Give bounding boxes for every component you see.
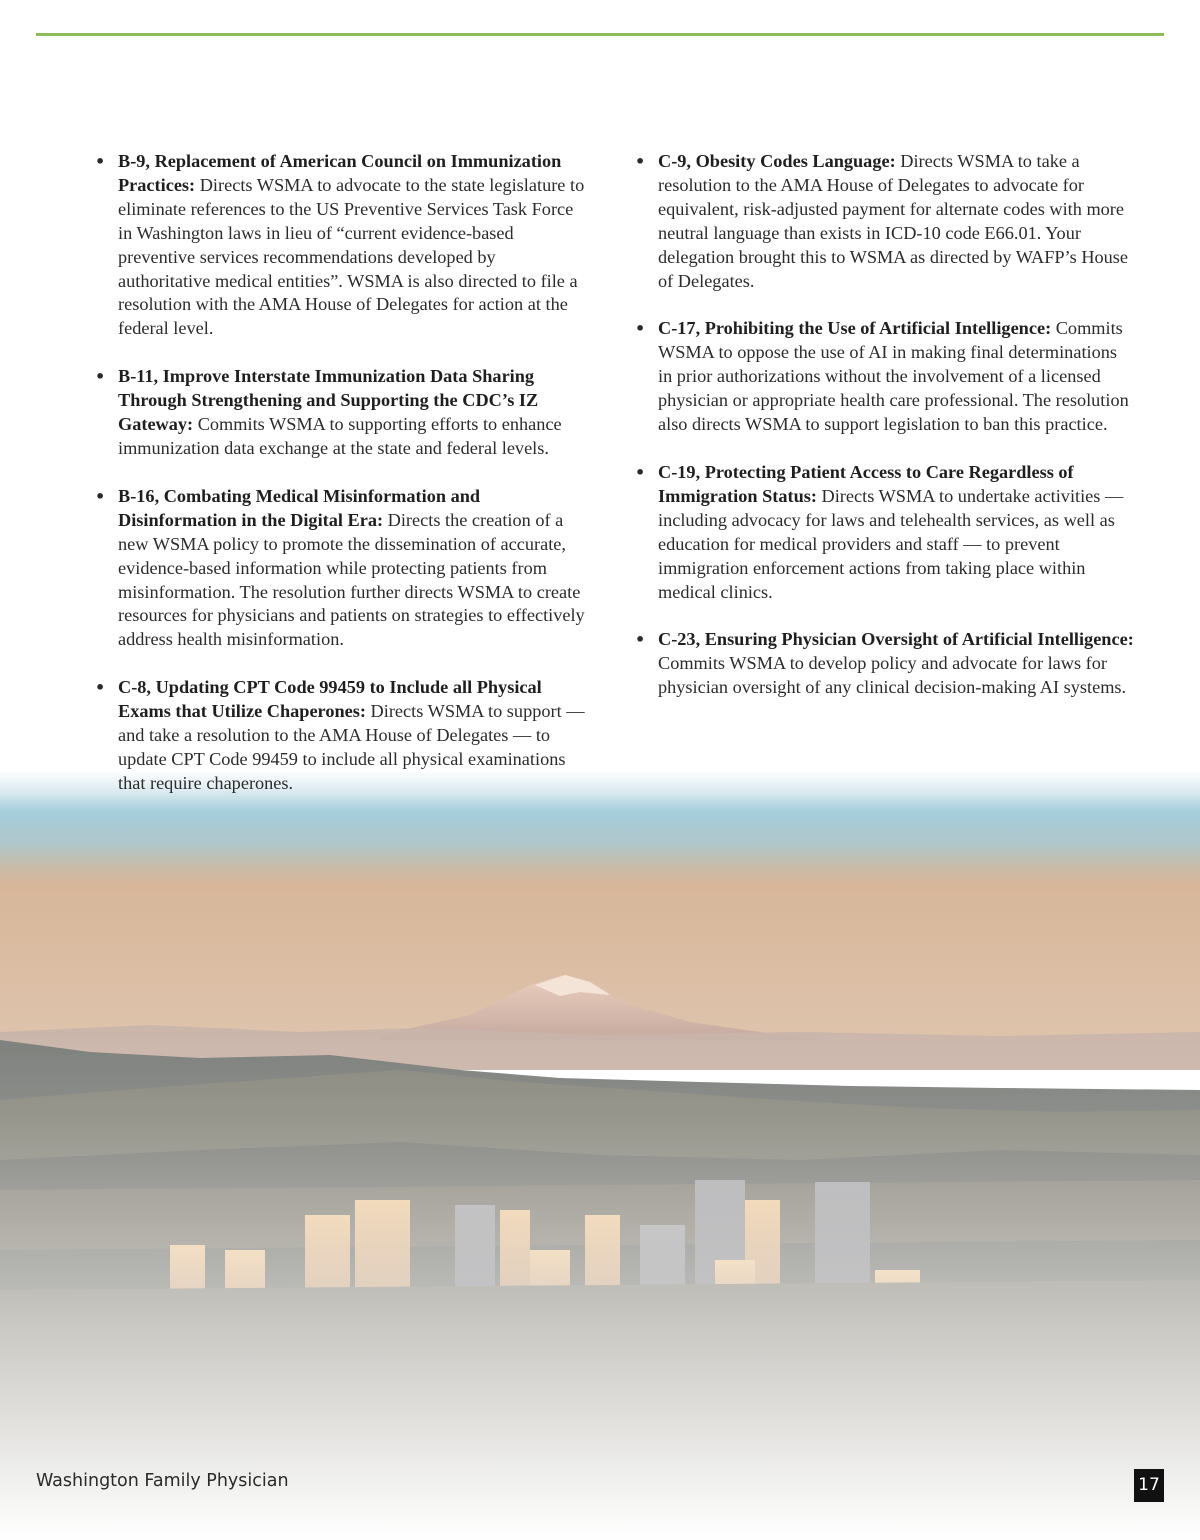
- right-column: [630, 150, 1135, 724]
- resolution-item: [90, 485, 592, 652]
- resolution-body: Directs WSMA to undertake activities — including advocacy for laws and telehealth services, as well as education for medical providers and staff — to prevent immigration enforcement actions from taking place within medical clinics.: [658, 485, 1124, 602]
- resolution-item: [630, 150, 1135, 293]
- resolution-body: Commits WSMA to oppose the use of AI in making final determinations in prior authorizations without the involvement of a licensed physician or appropriate health care professional. The resolution also directs WSMA to support legislation to ban this practice.: [658, 318, 1129, 435]
- resolution-body: Directs the creation of a new WSMA policy to promote the dissemination of accurate, evidence-based information while protecting patients from misinformation. The resolution further directs WSMA to create resources for physicians and patients on strategies to effectively address health misinformation.: [118, 509, 585, 650]
- publication-name: Washington Family Physician: [36, 1471, 289, 1491]
- resolution-title: B-9, Replacement of American Council on Immunization Practices:: [118, 151, 562, 195]
- mountain-city-landscape-image: [0, 770, 1200, 1540]
- bullet: •: [95, 367, 106, 387]
- page-number: 17: [1134, 1469, 1164, 1502]
- resolution-title: C-23, Ensuring Physician Oversight of Artificial Intelligence:: [658, 629, 1134, 650]
- resolution-list-right: [630, 150, 1135, 700]
- resolution-item: [630, 317, 1135, 437]
- bullet: •: [635, 152, 646, 171]
- resolution-body: Directs WSMA to take a resolution to the AMA House of Delegates to advocate for equivalent, risk-adjusted payment for alternate codes with more neutral language than exists in ICD-10 code E66.01. Your delegation brought this to WSMA as directed by WAFP’s House of Delegates.: [658, 151, 1129, 291]
- bullet: •: [95, 152, 106, 171]
- header-rule: [36, 33, 1164, 36]
- bullet: •: [95, 486, 106, 506]
- resolution-title: C-17, Prohibiting the Use of Artificial Intelligence:: [658, 318, 1056, 339]
- resolution-title: C-8, Updating CPT Code 99459 to Include all Physical Exams that Utilize Chaperones:: [118, 677, 542, 722]
- resolution-body: Directs WSMA to advocate to the state legislature to eliminate references to the US Preventive Services Task Force in Washington laws in lieu of “current evidence-based preventive services recommendations developed by authoritative medical entities”. WSMA is also directed to file a resolution with the AMA House of Delegates for action at the federal level.: [118, 174, 585, 339]
- resolution-body: Directs WSMA to support — and take a resolution to the AMA House of Delegates — to update CPT Code 99459 to include all physical examinations that require chaperones.: [118, 701, 585, 793]
- resolution-item: [630, 461, 1135, 604]
- resolution-title: C-9, Obesity Codes Language:: [658, 151, 901, 171]
- left-column: [90, 150, 592, 820]
- resolution-item: [90, 150, 592, 341]
- bullet: •: [95, 678, 106, 698]
- resolution-title: C-19, Protecting Patient Access to Care Regardless of Immigration Status:: [658, 461, 1074, 506]
- resolution-item: [630, 628, 1135, 700]
- bullet: •: [635, 630, 646, 650]
- resolution-list-left: [90, 150, 592, 796]
- bullet: •: [635, 319, 646, 339]
- resolution-title: B-11, Improve Interstate Immunization Data Sharing Through Strengthening and Supporting the CDC’s IZ Gateway:: [118, 366, 539, 435]
- bullet: •: [635, 462, 646, 482]
- resolution-title: B-16, Combating Medical Misinformation and Disinformation in the Digital Era:: [118, 485, 481, 530]
- resolution-body: Commits WSMA to supporting efforts to enhance immunization data exchange at the state and federal levels.: [118, 414, 562, 458]
- resolution-item: [90, 365, 592, 461]
- resolution-item: [90, 676, 592, 796]
- resolution-body: Commits WSMA to develop policy and advocate for laws for physician oversight of any clinical decision-making AI systems.: [658, 653, 1127, 698]
